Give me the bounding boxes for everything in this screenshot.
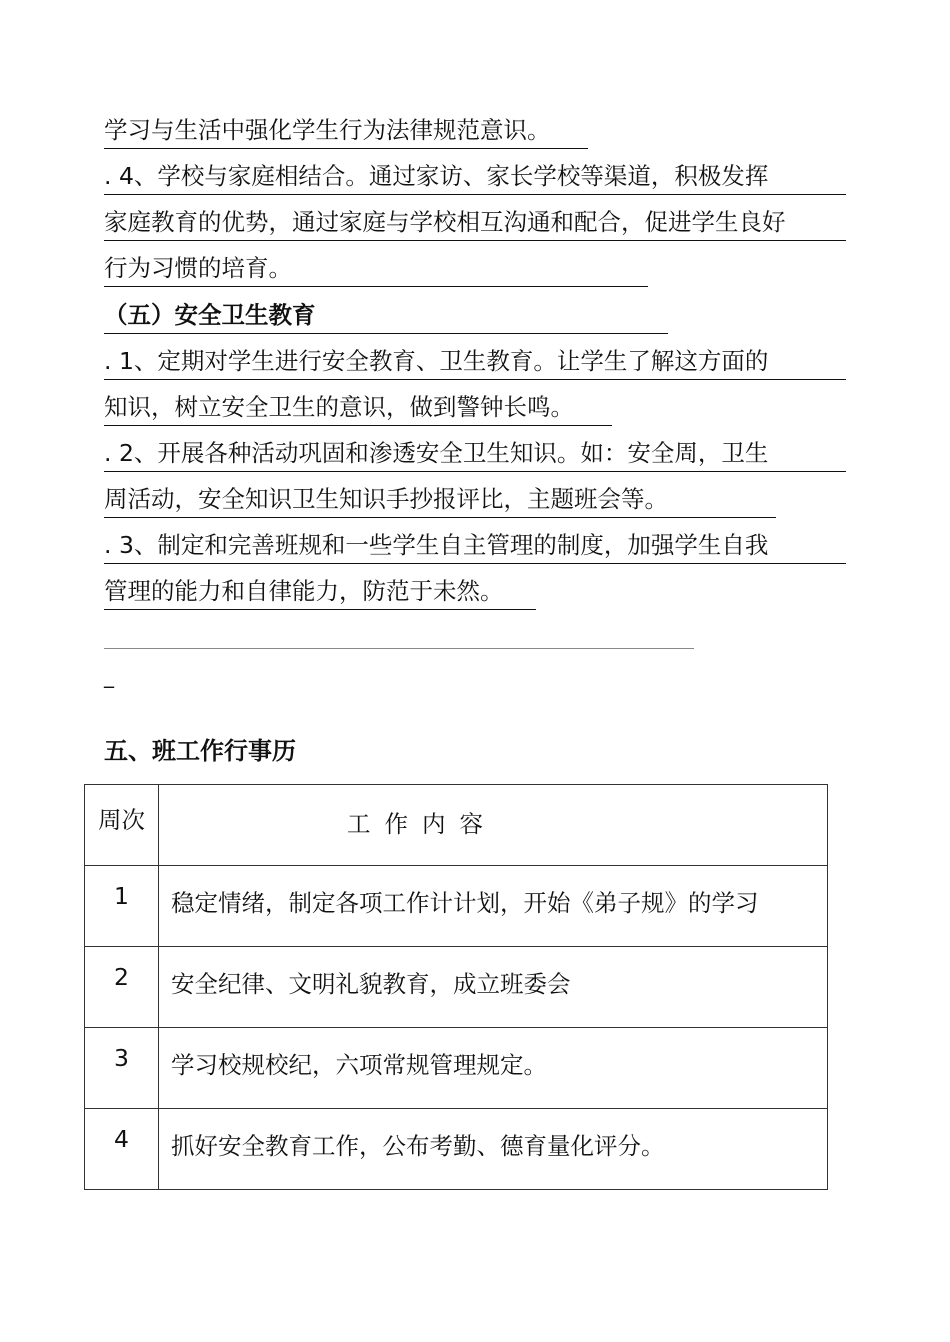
underscore-mark: _ — [104, 664, 114, 688]
horizontal-rule — [104, 648, 694, 649]
content-cell: 稳定情绪，制定各项工作计计划，开始《弟子规》的学习 — [159, 866, 828, 947]
text-line: 周活动，安全知识卫生知识手抄报评比，主题班会等。 — [104, 481, 776, 518]
header-content: 工作内容 — [159, 785, 828, 866]
content-cell: 安全纪律、文明礼貌教育，成立班委会 — [159, 947, 828, 1028]
text-line: . 1、定期对学生进行安全教育、卫生教育。让学生了解这方面的 — [104, 343, 846, 380]
table-row — [85, 1028, 828, 1109]
schedule-table — [84, 784, 828, 1190]
subsection-heading: （五）安全卫生教育 — [104, 297, 668, 334]
content-cell: 学习校规校纪，六项常规管理规定。 — [159, 1028, 828, 1109]
week-cell: 3 — [85, 1028, 159, 1109]
text-line: 行为习惯的培育。 — [104, 250, 648, 287]
text-line: 管理的能力和自律能力，防范于未然。 — [104, 573, 536, 610]
content-cell: 抓好安全教育工作，公布考勤、德育量化评分。 — [159, 1109, 828, 1190]
week-cell: 4 — [85, 1109, 159, 1190]
week-cell: 1 — [85, 866, 159, 947]
text-line: . 2、开展各种活动巩固和渗透安全卫生知识。如：安全周，卫生 — [104, 435, 846, 472]
text-line: 知识，树立安全卫生的意识，做到警钟长鸣。 — [104, 389, 612, 426]
text-line: . 3、制定和完善班规和一些学生自主管理的制度，加强学生自我 — [104, 527, 846, 564]
text-line: 学习与生活中强化学生行为法律规范意识。 — [104, 112, 588, 149]
week-cell: 2 — [85, 947, 159, 1028]
table-row — [85, 866, 828, 947]
header-week: 周次 — [85, 785, 159, 866]
section-title: 五、班工作行事历 — [104, 737, 296, 765]
table-header-row — [85, 785, 828, 866]
table-row — [85, 947, 828, 1028]
text-line: 家庭教育的优势，通过家庭与学校相互沟通和配合，促进学生良好 — [104, 204, 846, 241]
table-row — [85, 1109, 828, 1190]
text-line: . 4、学校与家庭相结合。通过家访、家长学校等渠道，积极发挥 — [104, 158, 846, 195]
